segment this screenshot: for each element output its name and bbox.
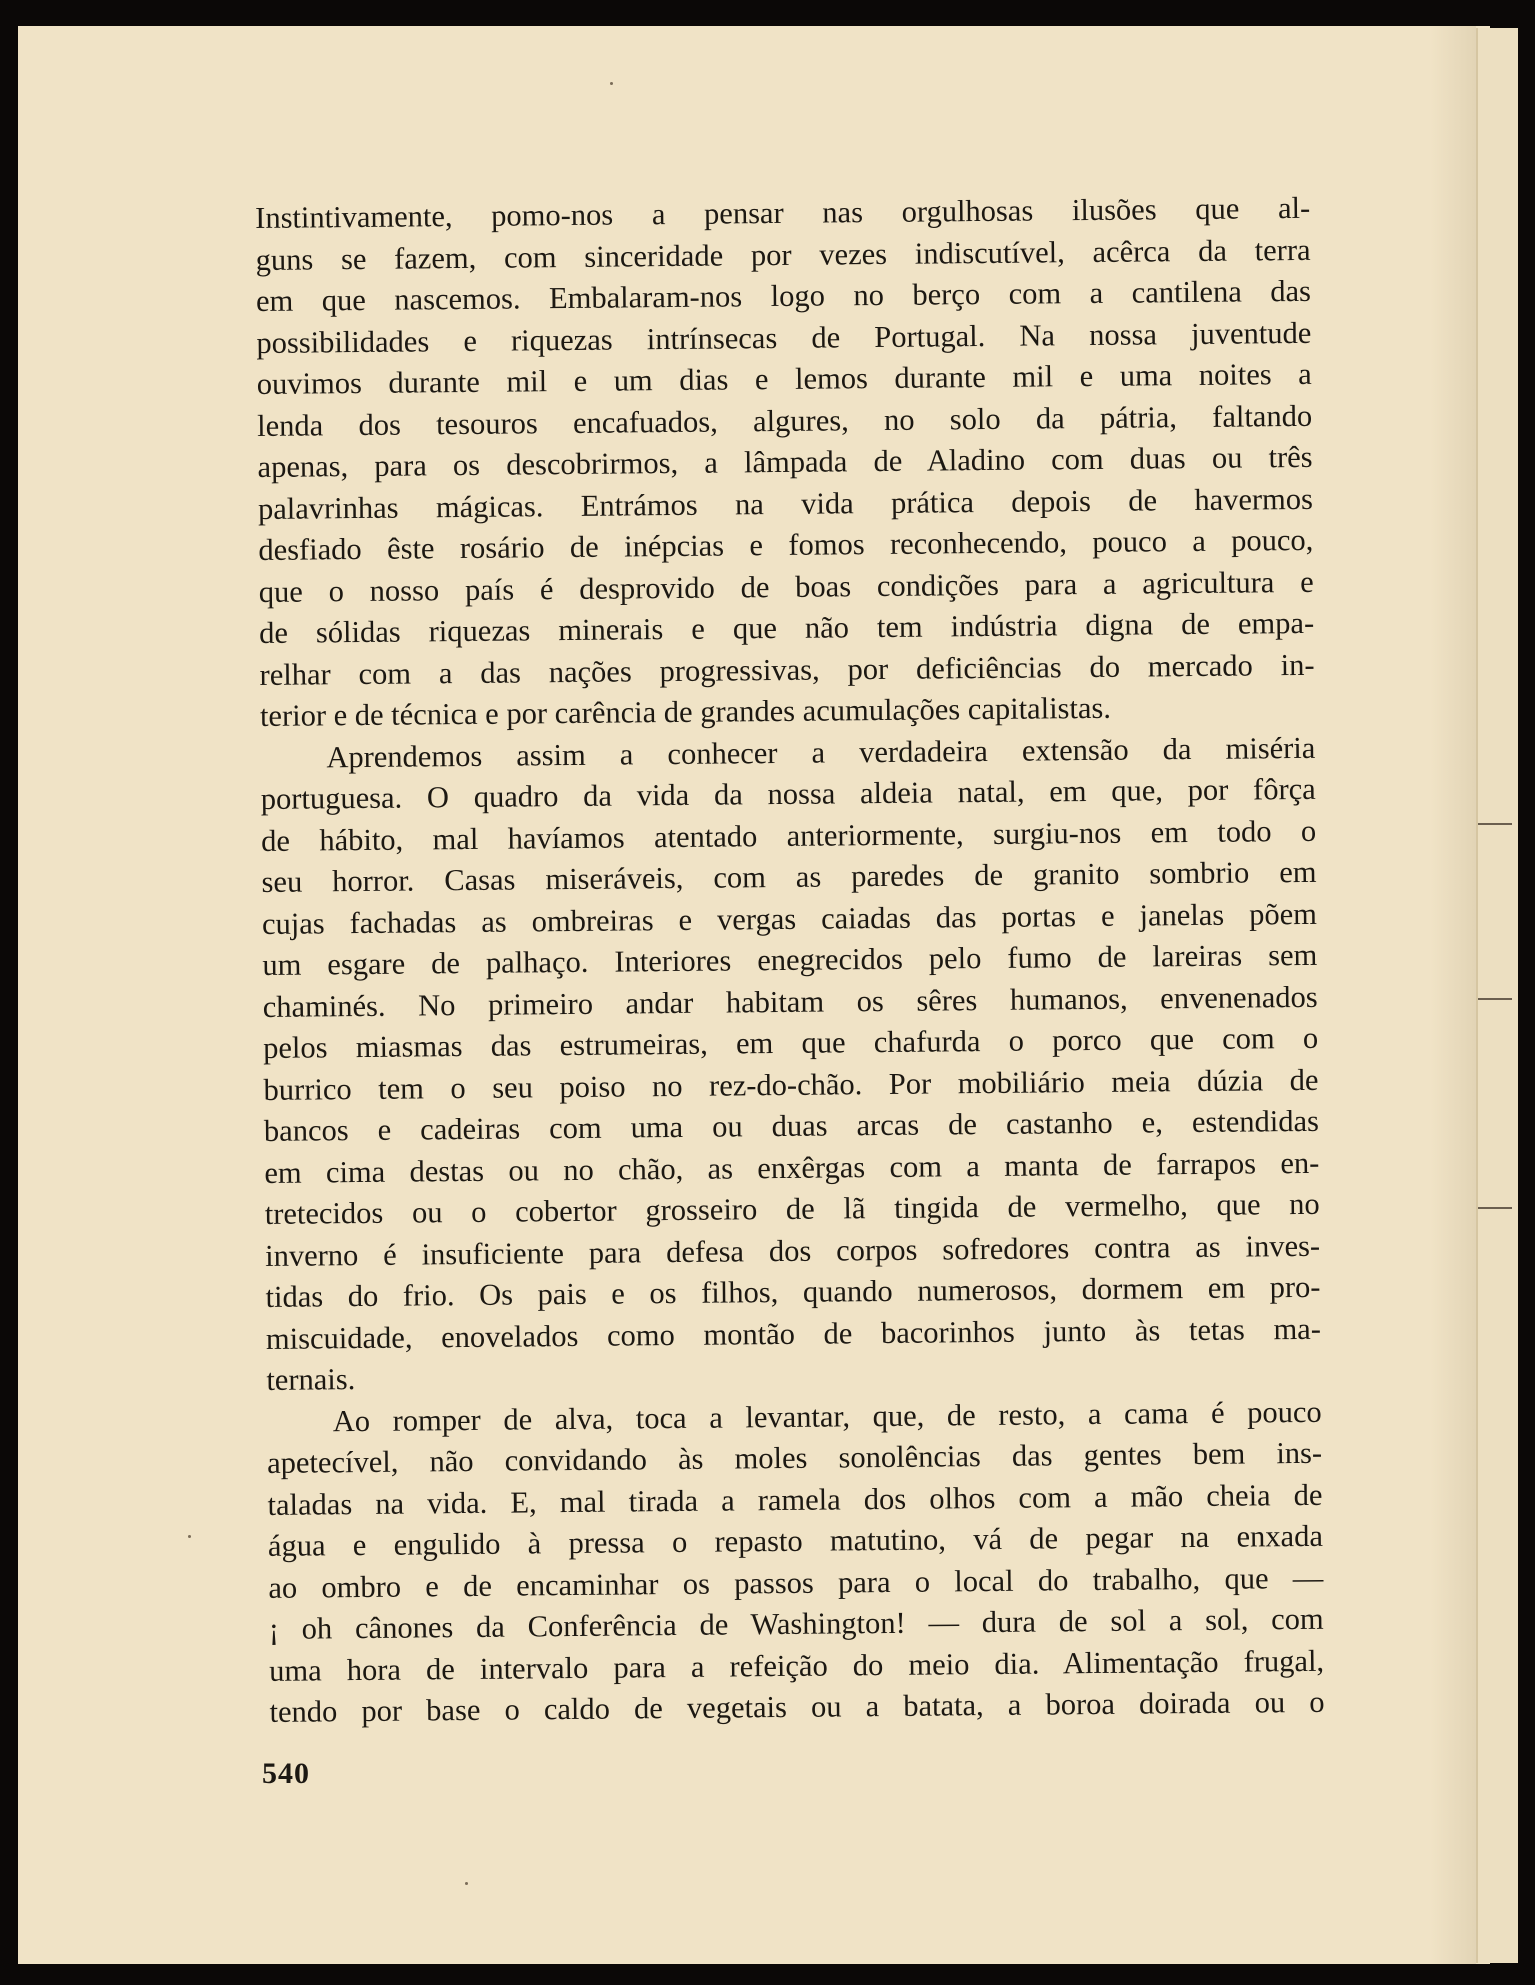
page-edge-tick <box>1478 998 1512 1000</box>
text-line: pelos miasmas das estrumeiras, em que chafurda o porco que com o <box>262 1020 1319 1065</box>
text-line: ao ombro e de encaminhar os passos para o local do trabalho, que — <box>268 1560 1324 1605</box>
text-line: desfiado êste rosário de inépcias e fomos reconhecendo, pouco a pouco, <box>258 522 1314 567</box>
text-line: seu horror. Casas miseráveis, com as paredes de granito sombrio em <box>261 854 1317 899</box>
text-line: água e engulido à pressa o repasto matutino, vá de pegar na enxada <box>267 1518 1324 1563</box>
text-line: ternais. <box>266 1362 356 1397</box>
text-line: terior e de técnica e por carência de grandes acumulações capitalistas. <box>259 690 1112 733</box>
paper-speck <box>188 1535 191 1538</box>
text-line: em cima destas ou no chão, as enxêrgas com a manta de farrapos en- <box>264 1145 1320 1190</box>
text-line: ¡ oh cânones da Conferência de Washington! — dura de sol a sol, com <box>268 1601 1324 1646</box>
text-line: apenas, para os descobrirmos, a lâmpada de Aladino com duas ou três <box>257 439 1313 484</box>
text-line: em que nascemos. Embalaram-nos logo no berço com a cantilena das <box>255 273 1312 318</box>
text-line: relhar com a das nações progressivas, por deficiências do mercado in- <box>259 647 1315 692</box>
text-line: Aprendemos assim a conhecer a verdadeira extensão da miséria <box>326 730 1316 774</box>
text-line: tendo por base o caldo de vegetais ou a batata, a boroa doirada ou o <box>269 1684 1325 1729</box>
text-line: lenda dos tesouros encafuados, algures, no solo da pátria, faltando <box>257 398 1313 443</box>
text-line: ouvimos durante mil e um dias e lemos durante mil e uma noites a <box>256 356 1312 401</box>
body-text <box>255 188 1325 1734</box>
text-line: chaminés. No primeiro andar habitam os sêres humanos, envenenados <box>262 979 1318 1024</box>
page-number: 540 <box>262 1757 310 1790</box>
text-line: de hábito, mal havíamos atentado anteriormente, surgiu-nos em todo o <box>261 813 1317 858</box>
text-line: palavrinhas mágicas. Entrámos na vida prática depois de havermos <box>257 481 1314 526</box>
text-line: burrico tem o seu poiso no rez-do-chão. Por mobiliário meia dúzia de <box>263 1062 1319 1107</box>
text-line: que o nosso país é desprovido de boas condições para a agricultura e <box>258 564 1314 609</box>
page-edge-tick <box>1478 1207 1512 1209</box>
text-line: inverno é insuficiente para defesa dos corpos sofredores contra as inves- <box>264 1228 1321 1273</box>
next-page-edge <box>1476 28 1518 1963</box>
paper-speck <box>610 82 613 85</box>
gutter-shadow <box>1430 26 1476 1964</box>
text-line: portuguesa. O quadro da vida da nossa aldeia natal, em que, por fôrça <box>260 771 1316 816</box>
text-line: bancos e cadeiras com uma ou duas arcas de castanho e, estendidas <box>263 1103 1320 1148</box>
text-line: um esgare de palhaço. Interiores enegrecidos pelo fumo de lareiras sem <box>262 937 1318 982</box>
page-edge-tick <box>1478 823 1512 825</box>
text-line: miscuidade, enovelados como montão de bacorinhos junto às tetas ma- <box>265 1311 1322 1356</box>
text-line: possibilidades e riquezas intrínsecas de Portugal. Na nossa juventude <box>256 315 1312 360</box>
text-line: uma hora de intervalo para a refeição do meio dia. Alimentação frugal, <box>268 1643 1325 1688</box>
text-line: taladas na vida. E, mal tirada a ramela dos olhos com a mão cheia de <box>267 1477 1323 1522</box>
paper-speck <box>465 1882 468 1885</box>
text-line: tidas do frio. Os pais e os filhos, quando numerosos, dormem em pro- <box>265 1269 1321 1314</box>
text-line: guns se fazem, com sinceridade por vezes indiscutível, acêrca da terra <box>255 232 1311 277</box>
text-line: tretecidos ou o cobertor grosseiro de lã tingida de vermelho, que no <box>264 1186 1320 1231</box>
text-line: de sólidas riquezas minerais e que não tem indústria digna de empa- <box>259 605 1315 650</box>
text-line: cujas fachadas as ombreiras e vergas caiadas das portas e janelas põem <box>261 896 1318 941</box>
text-line: Ao romper de alva, toca a levantar, que, de resto, a cama é pouco <box>332 1394 1322 1438</box>
text-line: Instintivamente, pomo-nos a pensar nas orgulhosas ilusões que al- <box>255 190 1311 235</box>
text-line: apetecível, não convidando às moles sonolências das gentes bem ins- <box>266 1435 1323 1480</box>
